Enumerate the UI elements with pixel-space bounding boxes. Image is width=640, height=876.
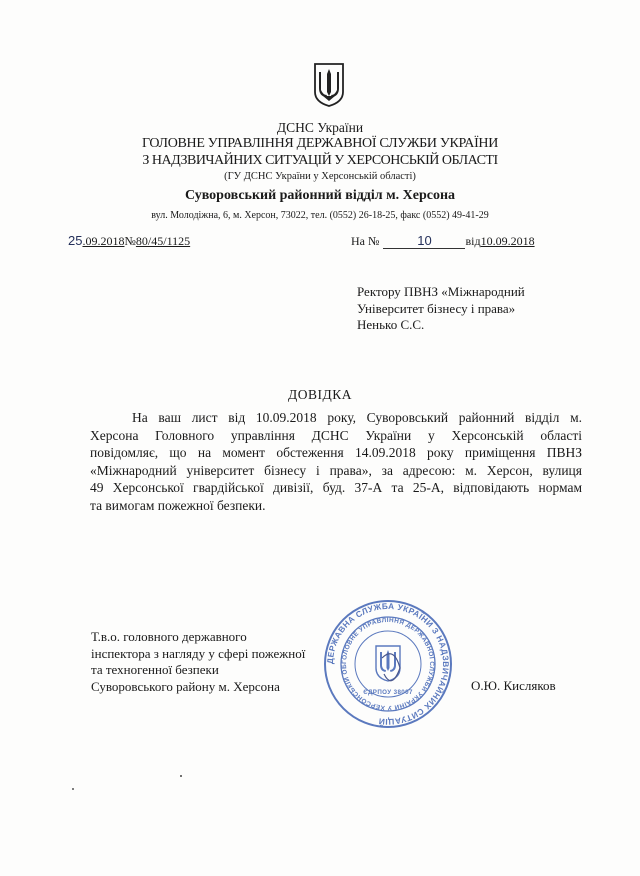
official-stamp [322, 598, 454, 730]
incoming-date: 10.09.2018 [480, 234, 535, 248]
body-line6: та вимогам пожежної безпеки. [90, 497, 266, 513]
agency-name: ДСНС України [276, 120, 364, 135]
body-line2: Херсона Головного управління ДСНС України у Херсонській області [90, 427, 582, 443]
org-name-line1: ГОЛОВНЕ УПРАВЛІННЯ ДЕРЖАВНОЇ СЛУЖБИ УКРАЇНИ [141, 136, 499, 151]
signer-title-line1: Т.в.о. головного державного [91, 629, 247, 644]
body-line1: На ваш лист від 10.09.2018 року, Суворовський районний відділ м. [132, 410, 582, 425]
scan-speck [180, 775, 182, 777]
outgoing-number: 80/45/1125 [135, 234, 191, 248]
document-body [90, 409, 582, 514]
incoming-label: На № [351, 234, 380, 248]
recipient-block [357, 284, 525, 334]
stamp-code: ЄДРПОУ 38007 [363, 689, 413, 696]
outgoing-reference [68, 232, 190, 250]
stamp-inner-text: ГОЛОВНЕ УПРАВЛІННЯ ДЕРЖАВНОЇ СЛУЖБИ УКРАЇНИ У ХЕРСОНСЬКІЙ ОБ [340, 616, 436, 712]
number-sign: № [124, 234, 136, 248]
signer-title-line4: Суворовського району м. Херсона [91, 678, 280, 694]
recipient-line1: Ректору ПВНЗ «Міжнародний [357, 284, 525, 299]
body-line3: повідомляє, що на момент обстеження 14.09.2018 року приміщення ПВНЗ [90, 445, 582, 460]
body-line4: «Міжнародний університет бізнесу і права», за адресою: м. Херсон, вулиця [90, 462, 582, 478]
recipient-line3: Нeнько С.С. [357, 317, 425, 332]
body-line5: 49 Херсонської гвардійської дивізії, буд. 37-А та 25-А, відповідають нормам [90, 480, 582, 495]
document-title: ДОВІДКА [288, 387, 352, 402]
scan-speck [72, 788, 74, 790]
org-abbreviation: (ГУ ДСНС України у Херсонській області) [224, 171, 416, 182]
outgoing-date-day: 25 [68, 233, 83, 248]
incoming-reference [351, 232, 535, 250]
trident-emblem-icon [313, 62, 345, 108]
incoming-number: 10 [383, 234, 465, 249]
stamp-outer-text: ДЕРЖАВНА СЛУЖБА УКРАЇНИ З НАДЗВИЧАЙНИХ СИТУАЦІЙ [324, 600, 452, 728]
department-name: Суворовський районний відділ м. Херсона [184, 188, 456, 203]
incoming-date-label: від [465, 234, 481, 248]
signer-name: О.Ю. Кисляков [471, 678, 556, 693]
outgoing-date: .09.2018 [82, 234, 125, 248]
org-name-line2: З НАДЗВИЧАЙНИХ СИТУАЦІЙ У ХЕРСОНСЬКІЙ ОБЛАСТІ [142, 153, 498, 168]
signature-block [91, 629, 305, 695]
signer-title-line2: інспектора з нагляду у сфері пожежної [91, 645, 306, 661]
recipient-line2: Університет бізнесу і права» [357, 300, 516, 316]
signer-title-line3: та техногенної безпеки [91, 662, 219, 677]
department-address: вул. Молодіжна, 6, м. Херсон, 73022, тел. (0552) 26-18-25, факс (0552) 49-41-29 [151, 210, 489, 221]
